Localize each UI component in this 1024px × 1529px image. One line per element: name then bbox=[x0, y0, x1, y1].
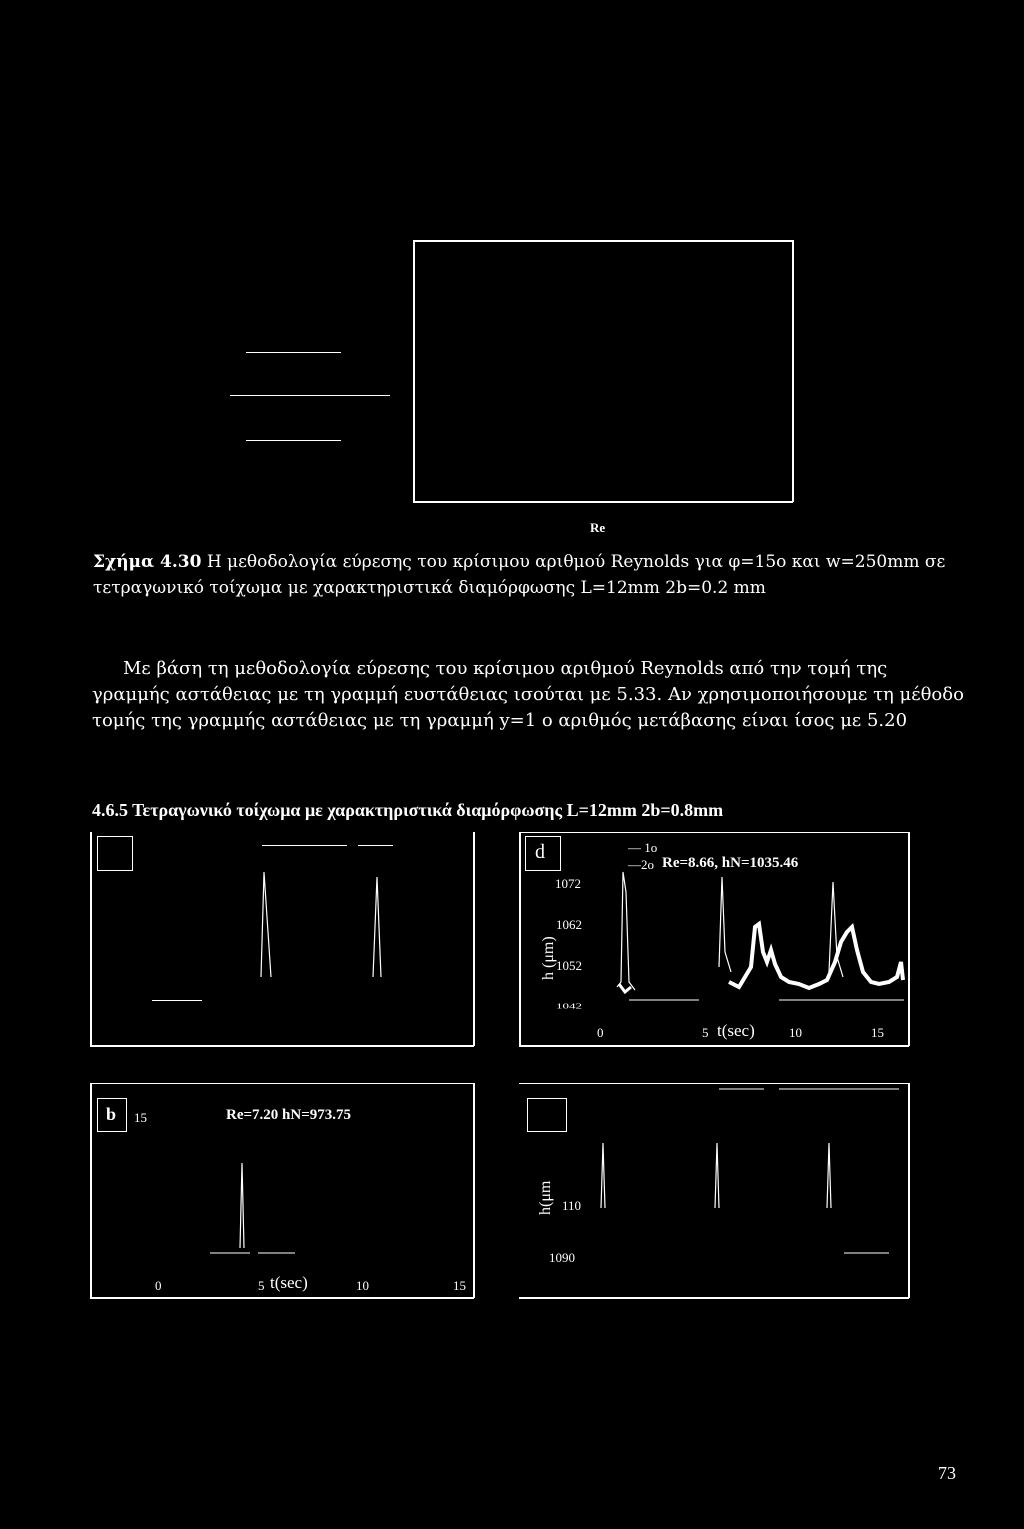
panel-b-ytick-top: 15 bbox=[134, 1110, 147, 1125]
panel-br-ytick-1090: 1090 bbox=[549, 1250, 575, 1265]
panel-d-xtick-10: 10 bbox=[789, 1025, 802, 1040]
panel-br-traces bbox=[519, 1083, 909, 1298]
figure-caption-line-1 bbox=[93, 550, 945, 575]
legend-line-1 bbox=[246, 352, 341, 353]
panel-b-xtick-15: 15 bbox=[453, 1278, 466, 1293]
panel-br-ylabel: h(μm bbox=[537, 1180, 554, 1215]
paragraph-line-1: Με βάση τη μεθοδολογία εύρεσης του κρίσιμου αριθμού Reynolds από την τομή της bbox=[123, 658, 888, 679]
panel-b-label: b bbox=[106, 1104, 117, 1124]
panel-d-xtick-15: 15 bbox=[871, 1025, 884, 1040]
panel-d-legend-2: —2o bbox=[628, 857, 654, 872]
section-heading: 4.6.5 Τετραγωνικό τοίχωμα με χαρακτηριστικά διαμόρφωσης L=12mm 2b=0.8mm bbox=[92, 800, 724, 820]
panel-b-title: Re=7.20 hN=973.75 bbox=[226, 1107, 352, 1123]
paragraph-line-3: τομής της γραμμής αστάθειας με τη γραμμή y=1 ο αριθμός μετάβασης είναι ίσος με 5.20 bbox=[92, 710, 908, 731]
panel-b-xtick-10: 10 bbox=[356, 1278, 369, 1293]
panel-d-label: d bbox=[535, 841, 545, 863]
top-figure-frame-left bbox=[413, 240, 415, 502]
figure-caption-line-2: τετραγωνικό τοίχωμα με χαρακτηριστικά διαμόρφωσης L=12mm 2b=0.2 mm bbox=[93, 578, 766, 598]
figure-caption-text-1: Η μεθοδολογία εύρεσης του κρίσιμου αριθμού Reynolds για φ=15ο και w=250mm σε bbox=[206, 552, 946, 572]
top-figure-frame-top bbox=[413, 240, 793, 242]
panel-d-ytick-1042: 1042 bbox=[556, 1001, 582, 1011]
legend-line-2 bbox=[230, 395, 390, 396]
panel-b-xtick-0: 0 bbox=[155, 1278, 162, 1293]
panel-b-xlabel: t(sec) bbox=[270, 1273, 308, 1292]
panel-d-xtick-0: 0 bbox=[597, 1025, 604, 1040]
panel-br-ytick-110: 110 bbox=[562, 1198, 582, 1213]
panel-d-ytick-1062: 1062 bbox=[556, 917, 582, 932]
legend-line-3 bbox=[246, 440, 341, 441]
page-number: 73 bbox=[938, 1463, 956, 1483]
panel-tl-trace bbox=[90, 832, 474, 1046]
paragraph-line-2: γραμμής αστάθειας με τη γραμμή ευστάθειας ισούται με 5.33. Αν χρησιμοποιήσουμε τη μέθοδο bbox=[92, 684, 964, 705]
panel-d-xlabel: t(sec) bbox=[717, 1021, 755, 1040]
panel-d-traces bbox=[519, 832, 909, 1046]
panel-d-ylabel: h (μm) bbox=[540, 936, 557, 980]
panel-d-ytick-1052: 1052 bbox=[556, 958, 582, 973]
top-figure-x-label: Re bbox=[590, 520, 606, 535]
top-figure-frame-bottom bbox=[413, 501, 793, 503]
top-figure-frame-right bbox=[792, 240, 794, 502]
panel-b-traces bbox=[90, 1083, 474, 1298]
panel-d-title: Re=8.66, hN=1035.46 bbox=[662, 855, 799, 871]
panel-d-legend-1: — 1o bbox=[628, 840, 658, 855]
panel-d-xtick-5: 5 bbox=[702, 1025, 709, 1040]
figure-caption-label: Σχήμα 4.30 bbox=[93, 552, 202, 572]
panel-b-xtick-5: 5 bbox=[258, 1278, 265, 1293]
panel-d-ytick-1072: 1072 bbox=[555, 876, 581, 891]
